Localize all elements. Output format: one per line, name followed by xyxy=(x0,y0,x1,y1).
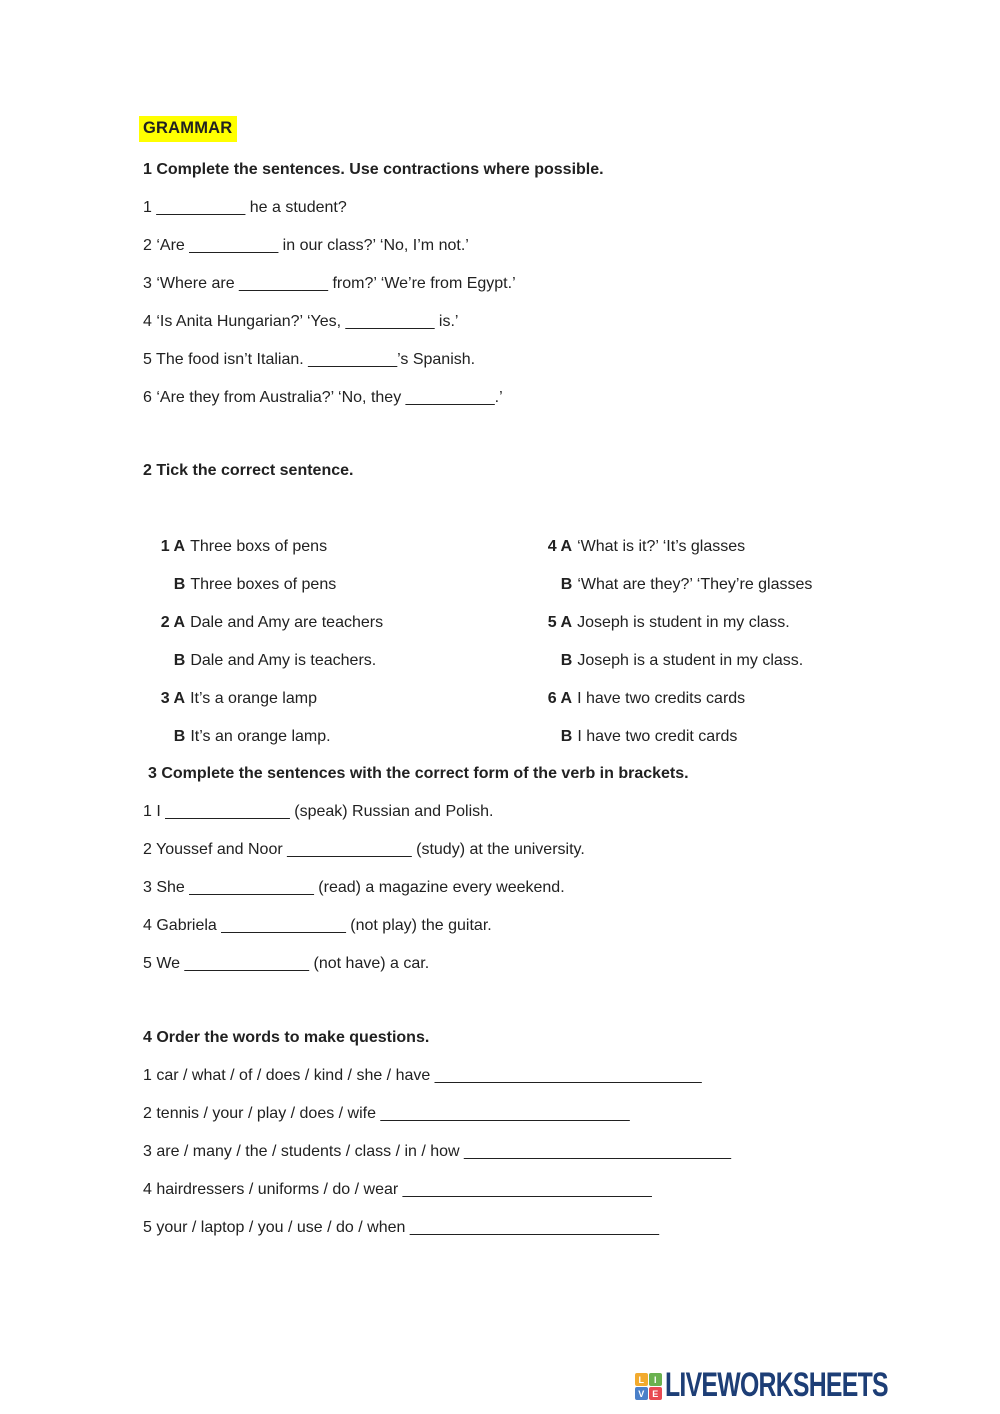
grammar-highlight: GRAMMAR xyxy=(139,116,237,142)
liveworksheets-logo[interactable] xyxy=(635,1366,970,1405)
exercise-2-option-2A: 2 A Dale and Amy are teachers xyxy=(160,614,384,631)
page-title xyxy=(139,116,237,142)
exercise-1-item-1: 1 __________ he a student? xyxy=(143,199,347,216)
exercise-2-option-1A: 1 A Three boxs of pens xyxy=(160,538,328,555)
exercise-2-option-1B: B Three boxes of pens xyxy=(173,576,337,593)
exercise-4-item-2: 2 tennis / your / play / does / wife ____________________________ xyxy=(143,1105,630,1122)
exercise-3 xyxy=(143,755,689,983)
exercise-4-item-1: 1 car / what / of / does / kind / she / have ______________________________ xyxy=(143,1067,702,1084)
exercise-1-item-3: 3 ‘Where are __________ from?’ ‘We’re from Egypt.’ xyxy=(143,275,516,292)
exercise-1-item-5: 5 The food isn’t Italian. __________’s Spanish. xyxy=(143,351,476,368)
exercise-2-heading: 2 Tick the correct sentence. xyxy=(143,462,354,479)
exercise-4 xyxy=(143,1019,731,1247)
exercise-2-option-5B: B Joseph is a student in my class. xyxy=(560,652,804,669)
exercise-2-option-3A: 3 A It’s a orange lamp xyxy=(160,690,317,707)
exercise-1-item-2: 2 ‘Are __________ in our class?’ ‘No, I’m not.’ xyxy=(143,237,469,254)
exercise-2-left xyxy=(143,452,384,745)
logo-tile-i: I xyxy=(649,1373,662,1386)
logo-tile-v: V xyxy=(635,1387,648,1400)
logo-tile-e: E xyxy=(649,1387,662,1400)
exercise-1 xyxy=(143,151,604,417)
exercise-1-heading: 1 Complete the sentences. Use contractions where possible. xyxy=(143,161,604,178)
exercise-2-option-2B: B Dale and Amy is teachers. xyxy=(173,652,377,669)
liveworksheets-logo-icon xyxy=(635,1373,662,1400)
exercise-3-item-1: 1 I ______________ (speak) Russian and Polish. xyxy=(143,803,494,820)
exercise-4-heading: 4 Order the words to make questions. xyxy=(143,1029,430,1046)
exercise-2-option-4A: 4 A ‘What is it?’ ‘It’s glasses xyxy=(547,538,746,555)
exercise-2-option-6A: 6 A I have two credits cards xyxy=(547,690,746,707)
exercise-3-item-5: 5 We ______________ (not have) a car. xyxy=(143,955,430,972)
exercise-3-item-4: 4 Gabriela ______________ (not play) the guitar. xyxy=(143,917,492,934)
exercise-3-heading: 3 Complete the sentences with the correct form of the verb in brackets. xyxy=(148,765,689,782)
exercise-2-option-3B: B It’s an orange lamp. xyxy=(173,728,331,745)
logo-tile-l: L xyxy=(635,1373,648,1386)
exercise-4-item-3: 3 are / many / the / students / class / in / how ______________________________ xyxy=(143,1143,731,1160)
exercise-2-option-5A: 5 A Joseph is student in my class. xyxy=(547,614,790,631)
exercise-2-option-6B: B I have two credit cards xyxy=(560,728,738,745)
exercise-3-item-2: 2 Youssef and Noor ______________ (study) at the university. xyxy=(143,841,585,858)
exercise-3-item-3: 3 She ______________ (read) a magazine every weekend. xyxy=(143,879,565,896)
liveworksheets-wordmark: LIVEWORKSHEETS xyxy=(664,1366,888,1404)
exercise-2-option-4B: B ‘What are they?’ ‘They’re glasses xyxy=(560,576,813,593)
exercise-2-right xyxy=(530,490,813,745)
exercise-1-item-6: 6 ‘Are they from Australia?’ ‘No, they __________.’ xyxy=(143,389,503,406)
exercise-1-item-4: 4 ‘Is Anita Hungarian?’ ‘Yes, __________ is.’ xyxy=(143,313,459,330)
exercise-4-item-5: 5 your / laptop / you / use / do / when ____________________________ xyxy=(143,1219,659,1236)
exercise-4-item-4: 4 hairdressers / uniforms / do / wear ____________________________ xyxy=(143,1181,652,1198)
